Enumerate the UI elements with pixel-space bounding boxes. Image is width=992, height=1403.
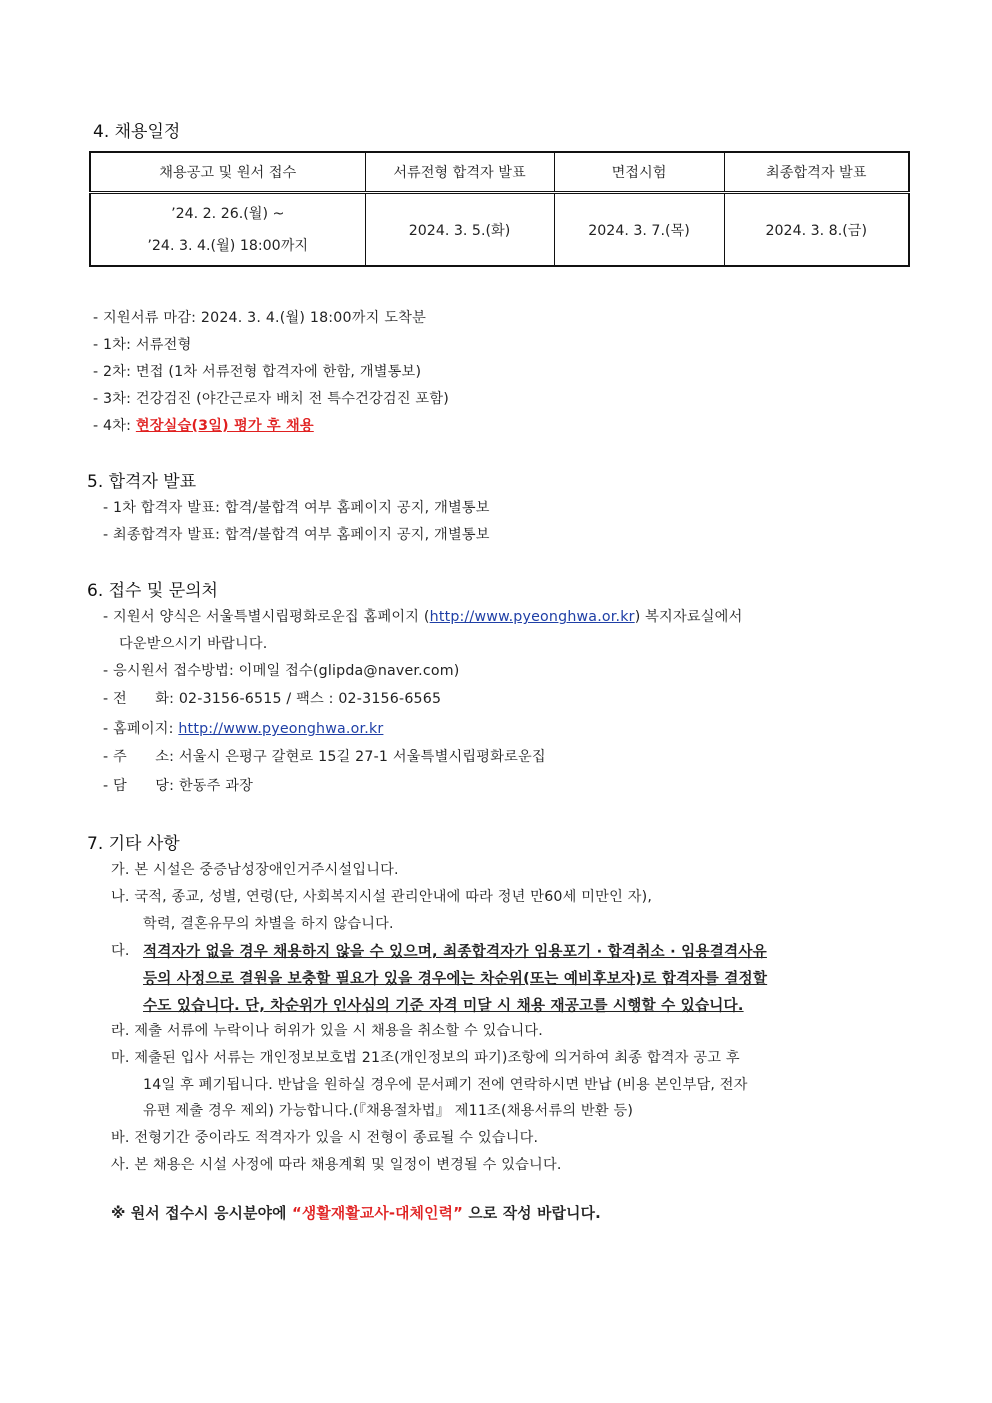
note-stage-3: - 3차: 건강검진 (야간근로자 배치 전 특수건강검진 포함): [93, 391, 449, 407]
schedule-table: [89, 151, 910, 267]
result-first: - 1차 합격자 발표: 합격/불합격 여부 홈페이지 공지, 개별통보: [103, 500, 490, 516]
misc-na-1: 나. 국적, 종교, 성별, 연령(단, 사회복지시설 관리안내에 따라 정년 만60세 미만인 자),: [111, 889, 653, 905]
application-method: - 응시원서 접수방법: 이메일 접수(glipda@naver.com): [103, 663, 460, 679]
address-label: - 주 소:: [103, 749, 175, 765]
footer-prefix: ※ 원서 접수시 응시분야에: [111, 1205, 292, 1222]
section-title-misc: 7. 기타 사항: [87, 834, 180, 854]
homepage-link[interactable]: http://www.pyeonghwa.or.kr: [178, 721, 384, 737]
header-final-result: 최종합격자 발표: [724, 152, 909, 193]
phone-label: - 전 화:: [103, 691, 175, 707]
misc-da-1: 적격자가 없을 경우 채용하지 않을 수 있으며, 최종합격자가 임용포기 · 합격취소 · 임용결격사유: [143, 943, 767, 960]
cell-application-period: [90, 193, 365, 267]
address-row: [103, 746, 546, 766]
misc-ga: 가. 본 시설은 중증남성장애인거주시설입니다.: [111, 862, 399, 878]
cell-document-result: 2024. 3. 5.(화): [365, 193, 554, 267]
misc-ba: 바. 전형기간 중이라도 적격자가 있을 시 전형이 종료될 수 있습니다.: [111, 1130, 539, 1146]
footer-suffix: 으로 작성 바랍니다.: [463, 1205, 601, 1222]
header-application: 채용공고 및 원서 접수: [90, 152, 365, 193]
section-title-results: 5. 합격자 발표: [87, 472, 197, 492]
result-final: - 최종합격자 발표: 합격/불합격 여부 홈페이지 공지, 개별통보: [103, 527, 490, 543]
misc-ma-2: 14일 후 폐기됩니다. 반납을 원하실 경우에 문서폐기 전에 연락하시면 반납 (비용 본인부담, 전자: [143, 1077, 748, 1093]
phone-row: [103, 688, 441, 708]
footer-note: [111, 1202, 601, 1223]
section-title-schedule: 4. 채용일정: [93, 122, 181, 142]
note-deadline: - 지원서류 마감: 2024. 3. 4.(월) 18:00까지 도착분: [93, 310, 426, 326]
note-stage-1: - 1차: 서류전형: [93, 337, 192, 353]
misc-da-marker: 다.: [111, 943, 130, 959]
form-download-line2: 다운받으시기 바랍니다.: [119, 636, 268, 652]
form-download-suffix: ) 복지자료실에서: [634, 609, 743, 625]
cell-final-result: 2024. 3. 8.(금): [724, 193, 909, 267]
misc-ra: 라. 제출 서류에 누락이나 허위가 있을 시 채용을 취소할 수 있습니다.: [111, 1023, 543, 1039]
misc-ma-1: 마. 제출된 입사 서류는 개인정보보호법 21조(개인정보의 파기)조항에 의거하여 최종 합격자 공고 후: [111, 1050, 740, 1066]
phone-value: 02-3156-6515 / 팩스 : 02-3156-6565: [178, 691, 442, 707]
cell-interview: 2024. 3. 7.(목): [554, 193, 724, 267]
note-stage-4: [93, 415, 314, 435]
form-download-prefix: - 지원서 양식은 서울특별시립평화로운집 홈페이지 (: [103, 609, 430, 625]
form-link[interactable]: http://www.pyeonghwa.or.kr: [429, 609, 635, 625]
misc-da-3: 수도 있습니다. 단, 차순위가 인사심의 기준 자격 미달 시 채용 재공고를 시행할 수 있습니다.: [143, 997, 744, 1014]
address-value: 서울시 은평구 갈현로 15길 27-1 서울특별시립평화로운집: [178, 749, 546, 765]
application-end: ’24. 3. 4.(월) 18:00까지: [147, 237, 309, 254]
homepage-row: [103, 718, 383, 738]
misc-na-2: 학력, 결혼유무의 차별을 하지 않습니다.: [143, 916, 394, 932]
form-download: [103, 606, 742, 626]
section-title-contact: 6. 접수 및 문의처: [87, 581, 218, 601]
misc-da-2: 등의 사정으로 결원을 보충할 필요가 있을 경우에는 차순위(또는 예비후보자)로 합격자를 결정할: [143, 970, 768, 987]
contact-value: 한동주 과장: [178, 778, 254, 794]
homepage-label: - 홈페이지:: [103, 721, 174, 737]
note-stage-4-highlight: 현장실습(3일) 평가 후 채용: [135, 418, 314, 434]
note-stage-2: - 2차: 면접 (1차 서류전형 합격자에 한함, 개별통보): [93, 364, 422, 380]
note-stage-4-prefix: - 4차:: [93, 418, 136, 434]
application-start: ’24. 2. 26.(월) ~: [171, 205, 285, 222]
contact-row: [103, 775, 253, 795]
footer-highlight: “생활재활교사-대체인력”: [291, 1205, 464, 1222]
contact-label: - 담 당:: [103, 778, 175, 794]
header-document-result: 서류전형 합격자 발표: [365, 152, 554, 193]
misc-sa: 사. 본 채용은 시설 사정에 따라 채용계획 및 일정이 변경될 수 있습니다.: [111, 1157, 562, 1173]
schedule-header-row: [90, 152, 909, 193]
schedule-row: [90, 193, 909, 267]
header-interview: 면접시험: [554, 152, 724, 193]
misc-ma-3: 유편 제출 경우 제외) 가능합니다.(『채용절차법』 제11조(채용서류의 반환 등): [143, 1103, 634, 1119]
